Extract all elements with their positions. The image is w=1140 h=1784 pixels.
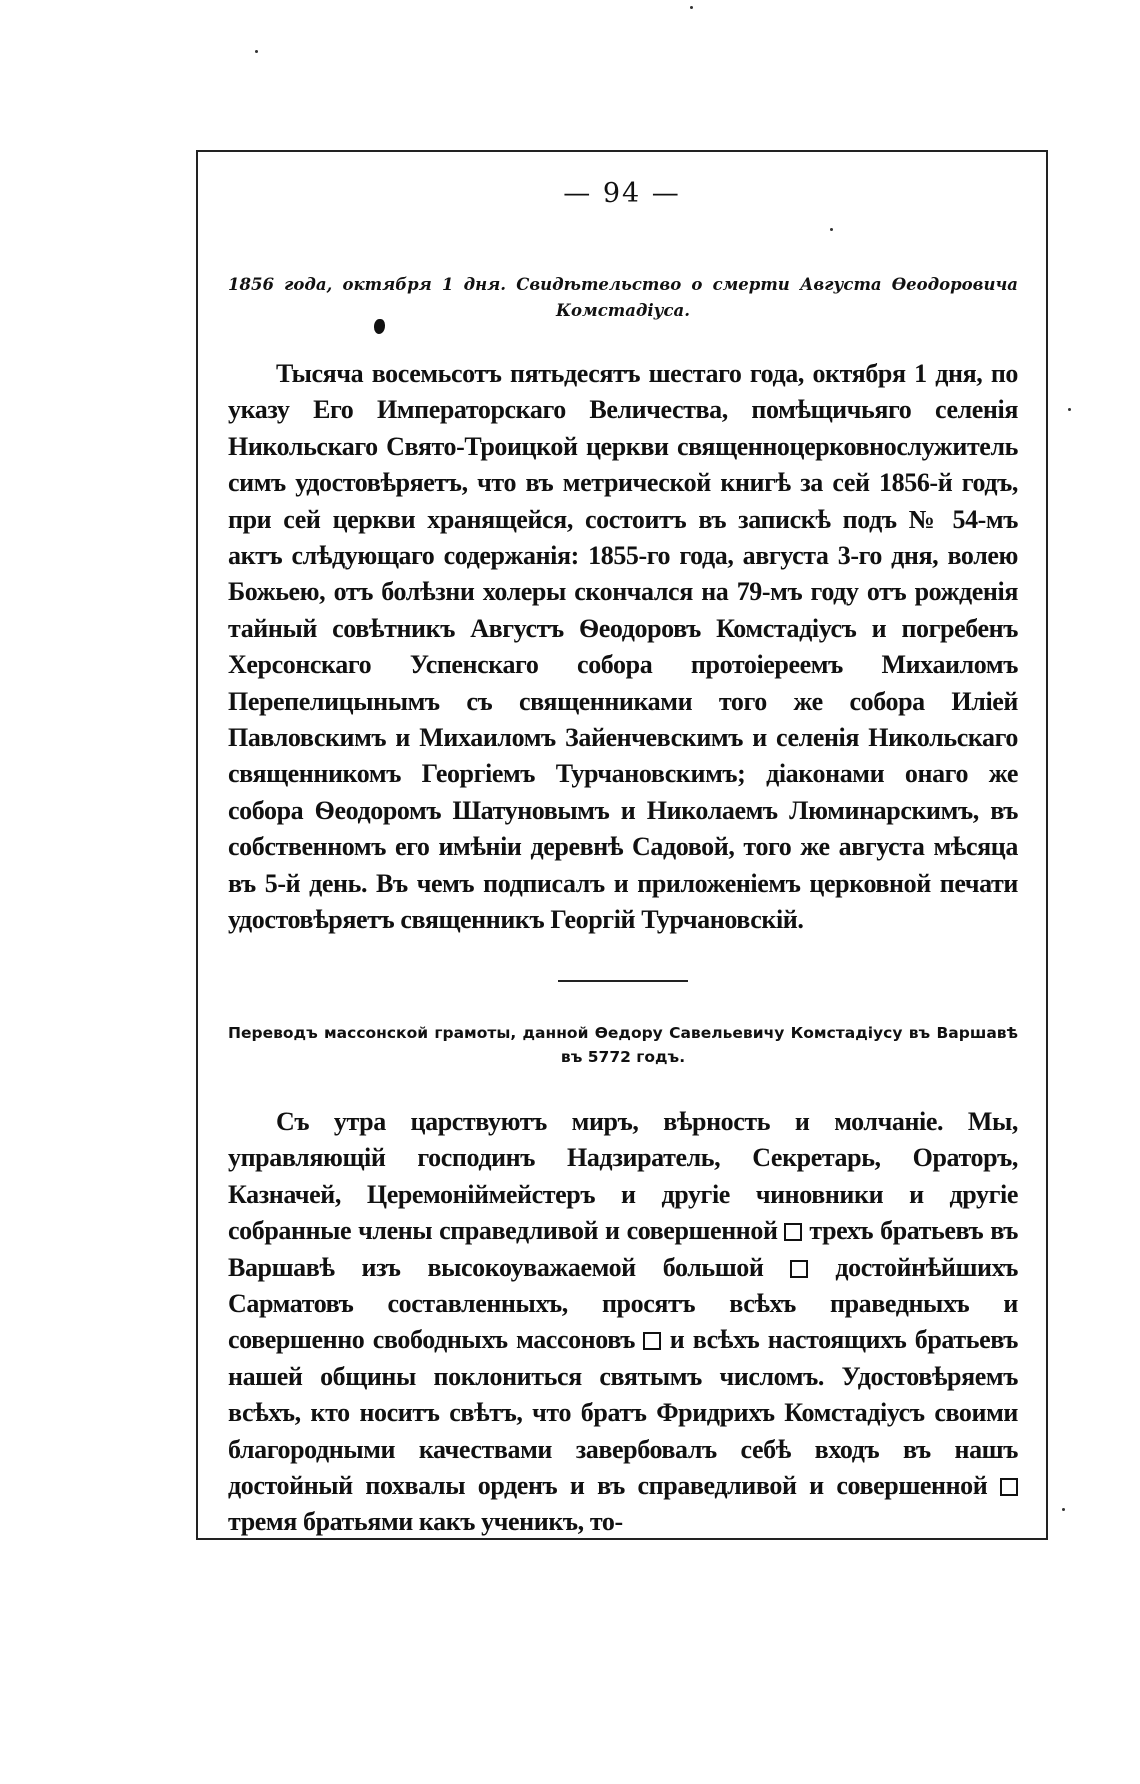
death-certificate-text: Тысяча восемьсотъ пятьдесятъ шестаго года, октября 1 дня, по указу Его Императорскаго Величества, помѣщичьяго селенія Никольскаго Свято-Троицкой церкви священноцерковнослужитель симъ удостовѣряетъ, что въ метрической книгѣ за сей 1856-й годъ, при сей церкви хранящейся, состоитъ въ запискѣ подъ № 54-мъ актъ слѣдующаго содержанія: 1855-го года, августа 3-го дня, волею Божьею, отъ болѣзни холеры скончался на 79-мъ году отъ рожденія тайный совѣтникъ Августъ Ѳеодоровъ Комстадіусъ и погребенъ Херсонскаго Успенскаго собора протоіереемъ Михаиломъ Перепелицынымъ съ священниками того же собора Иліей Павловскимъ и Михаиломъ Зайенчевскимъ и селенія Никольскаго священникомъ Георгіемъ Турчановскимъ; діаконами онаго же собора Ѳеодоромъ Шатуновымъ и Николаемъ Люминарскимъ, въ собственномъ его имѣніи деревнѣ Садовой, того же августа мѣсяца въ 5-й день. Въ чемъ подписалъ и приложеніемъ церковной печати удостовѣряетъ священникъ Георгій Турчановскій. [228, 359, 1018, 935]
charter-text-part-4: и всѣхъ настоящихъ братьевъ нашей общины поклониться святымъ числомъ. Удостовѣряемъ всѣхъ, кто носитъ свѣтъ, что братъ Фридрихъ Комстадіусъ своими благородными качествами завербовалъ себѣ входъ въ нашъ достойный похвалы орденъ и въ справедливой и совершенной [228, 1325, 1018, 1501]
section-divider [558, 980, 688, 982]
lodge-square-symbol [784, 1223, 802, 1241]
lodge-square-symbol [643, 1332, 661, 1350]
masonic-charter-text [228, 1104, 1018, 1541]
paper-speck [1068, 408, 1071, 411]
charter-text-part-5: тремя братьями какъ ученикъ, то- [228, 1507, 623, 1537]
charter-text-part-3: достойнѣйшихъ Сарматовъ составленныхъ, просятъ всѣхъ праведныхъ и совершенно свободныхъ массоновъ [228, 1252, 1018, 1355]
lodge-square-symbol [790, 1260, 808, 1278]
paper-speck [690, 6, 693, 9]
lodge-square-symbol [1000, 1478, 1018, 1496]
section-1-heading: 1856 года, октября 1 дня. Свидѣтельство о смерти Августа Ѳеодоровича Комстадіуса. [228, 275, 1018, 320]
paper-speck [1062, 1508, 1065, 1511]
charter-text-part-2: трехъ братьевъ въ Варшавѣ изъ высокоуважаемой большой [228, 1216, 1018, 1282]
page-number: — 94 — [563, 178, 681, 209]
paper-speck [255, 50, 258, 53]
section-2-heading: Переводъ массонской грамоты, данной Ѳедору Савельевичу Комстадіусу въ Варшавѣ въ 5772 годъ. [228, 1024, 1018, 1066]
paper-speck [830, 228, 833, 231]
charter-text-part-1: Съ утра царствуютъ миръ, вѣрность и молчаніе. Мы, управляющій господинъ Надзиратель, Секретарь, Ораторъ, Казначей, Церемоніймейстеръ и другіе чиновники и другіе собранные члены справедливой и совершенной [228, 1107, 1018, 1246]
